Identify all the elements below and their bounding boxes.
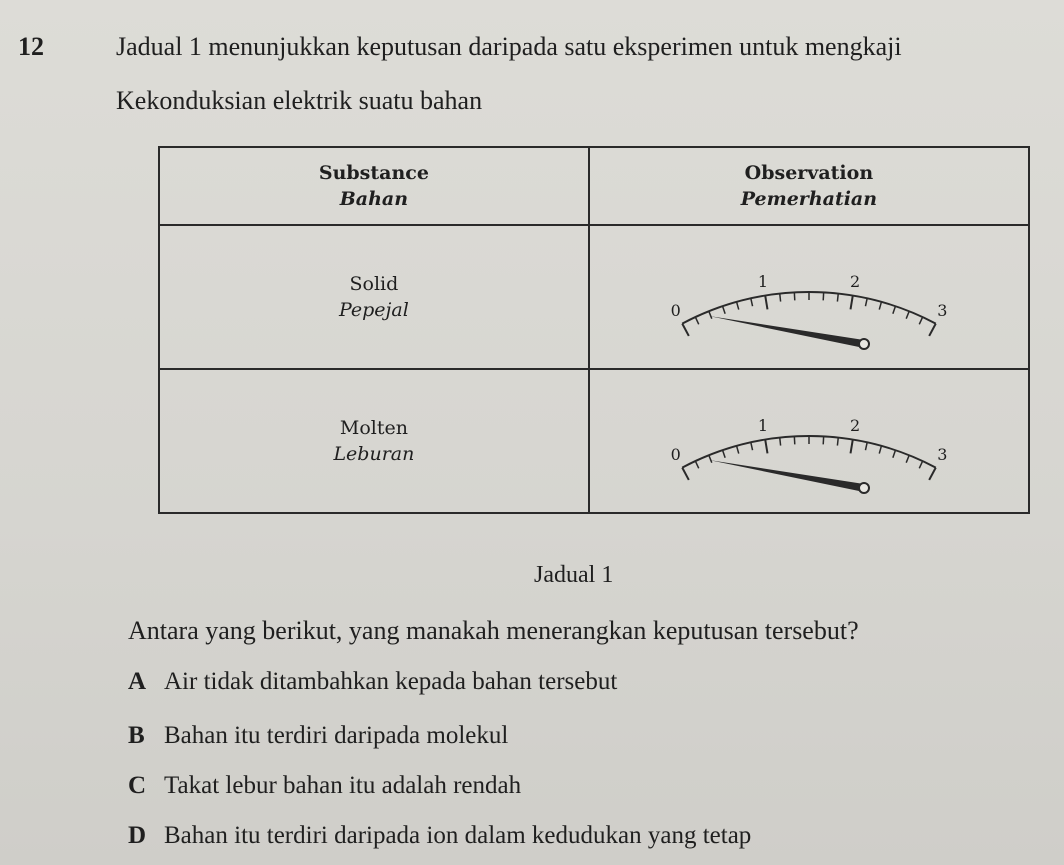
gauge-scale-label: 1 [757, 271, 768, 291]
gauge-minor-tick [722, 450, 725, 458]
gauge-major-tick [929, 324, 936, 336]
table-caption: Jadual 1 [534, 562, 614, 588]
option-text: Air tidak ditambahkan kepada bahan tersebut [164, 668, 618, 695]
gauge-minor-tick [879, 446, 881, 454]
state-en: Solid [349, 273, 399, 295]
gauge-minor-tick [865, 298, 867, 306]
option-text: Bahan itu terdiri daripada molekul [164, 722, 509, 749]
question-prompt: Antara yang berikut, yang manakah menerangkan keputusan tersebut? [128, 616, 859, 645]
gauge-scale-label: 1 [757, 415, 768, 435]
gauge-minor-tick [879, 302, 881, 310]
ammeter-gauge-icon [659, 232, 959, 362]
gauge-needle [709, 316, 869, 349]
gauge-major-tick [850, 440, 852, 454]
ammeter-gauge-icon [659, 376, 959, 506]
gauge-minor-tick [780, 294, 781, 302]
header-substance-en: Substance [318, 162, 429, 184]
substance-cell-solid [159, 225, 589, 369]
state-ms: Pepejal [338, 299, 409, 321]
header-substance-ms: Bahan [339, 188, 409, 210]
table-row [159, 369, 1029, 513]
header-substance [159, 147, 589, 225]
gauge-scale-label: 2 [849, 415, 861, 435]
gauge-minor-tick [780, 438, 781, 446]
option-letter: D [128, 822, 147, 849]
gauge-major-tick [765, 296, 767, 310]
question-number: 12 [18, 32, 44, 61]
gauge-major-tick [682, 468, 689, 480]
question-stem-line2: Kekonduksian elektrik suatu bahan [116, 86, 483, 115]
gauge-minor-tick [751, 298, 753, 306]
option-c[interactable] [128, 772, 521, 800]
gauge-scale-label: 3 [937, 445, 948, 465]
table-header-row [159, 147, 1029, 225]
gauge-minor-tick [919, 461, 922, 468]
gauge-scale-label: 2 [849, 271, 861, 291]
gauge-minor-tick [695, 461, 698, 468]
gauge-minor-tick [722, 306, 725, 314]
substance-cell-molten [159, 369, 589, 513]
gauge-minor-tick [919, 317, 922, 324]
observation-cell-solid [589, 225, 1029, 369]
gauge-major-tick [850, 296, 852, 310]
gauge-minor-tick [736, 446, 738, 454]
header-observation [589, 147, 1029, 225]
gauge-major-tick [682, 324, 689, 336]
gauge-minor-tick [837, 438, 838, 446]
observation-cell-molten [589, 369, 1029, 513]
header-observation-ms: Pemerhatian [740, 188, 878, 210]
gauge-minor-tick [837, 294, 838, 302]
gauge-scale-label: 0 [670, 445, 681, 465]
option-b[interactable] [128, 722, 508, 750]
gauge-minor-tick [751, 442, 753, 450]
option-letter: A [128, 668, 147, 695]
gauge-major-tick [929, 468, 936, 480]
gauge-minor-tick [736, 302, 738, 310]
state-ms: Leburan [333, 443, 415, 465]
gauge-minor-tick [906, 311, 909, 318]
gauge-scale-label: 3 [937, 301, 948, 321]
table-row [159, 225, 1029, 369]
option-letter: B [128, 722, 145, 749]
header-observation-en: Observation [744, 162, 874, 184]
option-d[interactable] [128, 822, 751, 850]
gauge-minor-tick [893, 306, 896, 314]
observation-table [158, 146, 1030, 514]
gauge-minor-tick [865, 442, 867, 450]
gauge-major-tick [765, 440, 767, 454]
state-en: Molten [339, 417, 408, 439]
option-text: Bahan itu terdiri daripada ion dalam kedudukan yang tetap [164, 822, 752, 849]
gauge-minor-tick [709, 455, 712, 462]
gauge-needle [709, 460, 869, 493]
option-a[interactable] [128, 668, 617, 696]
gauge-minor-tick [695, 317, 698, 324]
gauge-scale-label: 0 [670, 301, 681, 321]
option-letter: C [128, 772, 147, 799]
gauge-minor-tick [906, 455, 909, 462]
option-text: Takat lebur bahan itu adalah rendah [164, 772, 522, 799]
gauge-minor-tick [893, 450, 896, 458]
gauge-minor-tick [709, 311, 712, 318]
question-stem-line1: Jadual 1 menunjukkan keputusan daripada satu eksperimen untuk mengkaji [116, 32, 902, 61]
